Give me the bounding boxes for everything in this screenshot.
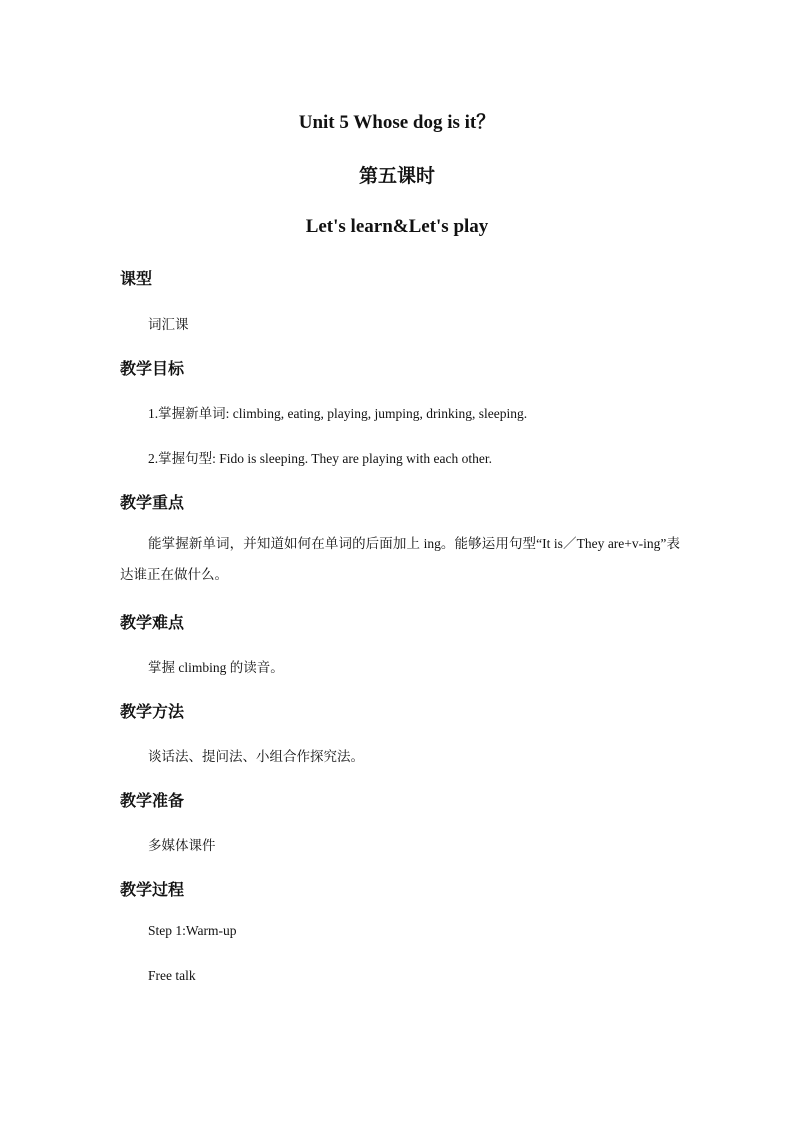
unit-title: Unit 5 Whose dog is it？: [298, 112, 496, 133]
preparation-text: 多媒体课件: [148, 838, 216, 853]
methods-text: 谈话法、提问法、小组合作探究法。: [148, 749, 364, 764]
section-heading-objectives: 教学目标: [120, 361, 185, 378]
section-heading-process: 教学过程: [120, 882, 185, 899]
process-step-1: Step 1:Warm-up: [148, 923, 237, 938]
section-heading-difficulties: 教学难点: [120, 615, 185, 632]
process-free-talk: Free talk: [148, 968, 196, 983]
key-points-paragraph: 能掌握新单词，并知道如何在单词的后面加上 ing。能够运用句型“It is／They are+v-ing”表达谁正在做什么。: [120, 536, 680, 582]
section-heading-key-points: 教学重点: [120, 495, 185, 512]
section-text-type: 词汇课: [148, 317, 189, 332]
objective-line-1: 1.掌握新单词: climbing, eating, playing, jumping, drinking, sleeping.: [148, 406, 528, 421]
section-heading-methods: 教学方法: [120, 704, 185, 721]
difficulties-text: 掌握 climbing 的读音。: [148, 660, 284, 675]
lesson-title: 第五课时: [358, 166, 435, 187]
section-heading-preparation: 教学准备: [120, 793, 185, 810]
part-title: Let's learn&Let's play: [305, 216, 489, 237]
section-heading-type: 课型: [120, 271, 153, 288]
objective-line-2: 2.掌握句型: Fido is sleeping. They are playing with each other.: [148, 451, 492, 466]
